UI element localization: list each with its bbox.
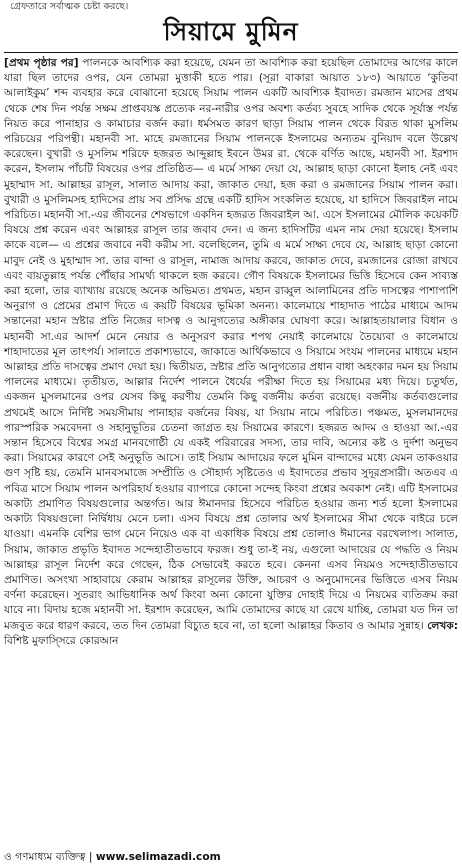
continued-label: [প্রথম পৃষ্ঠার পর] (4, 57, 79, 69)
website-link[interactable]: www.selimazadi.com (95, 851, 221, 863)
article-body-text: পালনকে আবশ্যিক করা হয়েছে, যেমন তা আবশ্যিক করা হয়েছিল তোমাদের আগের কালে যারা ছিল তাদের ওপর, যেন তোমরা মুত্তাকী হতে পার। (সূরা বাকারা আয়াত ১৮৩) আয়াতে ‘কুতিবা আলাইকুম’ শব্দ ব্যবহার করে বোঝানো হয়েছে সিয়াম পালন একটি আবশ্যিক ইবাদত। রমজান মাসের প্রথম থেকে শেষ দিন পর্যন্ত সক্ষম প্রাপ্তবয়স্ক প্রত্যেক নর-নারীর ওপর অবশ্য কর্তব্য সুবহে সাদিক থেকে সূর্যাস্ত পর্যন্ত নিয়ত করে পানাহার ও কামাচার বর্জন করা। ধর্মসমত কারণ ছাড়া সিয়াম পালন থেকে বিরত থাকা মুসলিম পরিচয়ের পরিপন্থী। মহানবী সা. মাহে রমজানের সিয়াম পালনকে ইসলামের অন্যতম বুনিয়াদ বলে উল্লেখ করেছেন। বুখারী ও মুসলিম শরিফে হজরত আব্দুল্লাহ ইবনে উমর রা. থেকে বর্ণিত আছে, মহানবী সা. ইরশাদ করেন, ইসলাম পাঁচটি বিষয়ের ওপর প্রতিষ্ঠিত— এ মর্মে সাক্ষ্য দেয়া যে, আল্লাহ ছাড়া কোনো ইলাহ নেই এবং মুহাম্মাদ সা. আল্লাহর রাসূল, সালাত আদায় করা, জাকাত দেয়া, হজ করা ও রমজানের সিয়াম পালন করা। বুখারী ও মুসলিমসহ হাদিসের প্রায় সব প্রসিদ্ধ গ্রন্থে একটি হাদিস সংকলিত হয়েছে, যা হাদিসে জিবরাইল নামে পরিচিত। মহানবী সা.-এর জীবনের শেষভাগে একদিন হজরত জিবরাইল আ. এসে ইসলামের মৌলিক কয়েকটি বিষয়ে প্রশ্ন করেন এবং আল্লাহর রাসূল তার জবাব দেন। এ জন্য হাদিসটির এমন নাম দেয়া হয়েছে। ইসলাম কাকে বলে— এ প্রশ্নের জবাবে নবী করীম সা. বলেছিলেন, তুমি এ মর্মে সাক্ষ্য দেবে যে, আল্লাহ ছাড়া কোনো মাবুদ নেই ও মুহাম্মাদ সা. তার বান্দা ও রাসূল, নামাজ আদায় করবে, জাকাত দেবে, রমজানের রোজা রাখবে এবং বায়তুল্লাহ পর্যন্ত পৌঁছার সামর্থ্য থাকলে হজ করবে। গৌণ বিষয়কে ইসলামের ভিত্তি হিসেবে কেন সাব্যস্ত করা হলো, তার ব্যাখ্যায় রয়েছে অনেক অভিমত। প্রথমত, মহান রাব্বুল আলামিনের প্রতি দাসত্বের পাশাপাশি অনুরাগ ও প্রেমের প্রমাণ দিতে এ কয়টি বিষয়ের ভূমিকা অনন্য। কালেমায়ে শাহাদাত পাঠের মাধ্যমে আদম সন্তানেরা মহান স্রষ্টার প্রতি নিজের দাসত্ব ও আনুগত্যের অঙ্গীকার ঘোষণা করে। আল্লাহতায়ালার বিধান ও মহানবী সা.এর আদর্শ মেনে নেয়ার ও অনুসরণ করার শপথ নেয়াই কালেমায়ে তৈয়্যেবা ও কালেমায়ে শাহাদাতের মূল তাৎপর্য। সালাতে প্রকাশ্যভাবে, জাকাতে আর্থিকভাবে ও সিয়ামে সংযম পালনের মাধ্যমে মহান আল্লাহর প্রতি দাসত্বের প্রমাণ দেয়া হয়। দ্বিতীয়ত, স্রষ্টার প্রতি আনুগত্যের প্রধান বাধা অহংকার দমন হয় সিয়াম পালনের মাধ্যমে। তৃতীয়ত, আল্লার নির্দেশ পালনে ধৈর্যের পরীক্ষা দিতে হয় সিয়ামের মধ্য দিয়ে। চতুর্থত, একজন মুসলমানের ওপর যেসব কিছু করণীয় তেমনি কিছু বর্জনীয় কর্তব্য রয়েছে। বর্জনীয় কর্তব্যগুলোর প্রথমেই আসে নির্দিষ্ট সময়সীমায় পানাহার বর্জনের বিষয়, যা সিয়াম নামে পরিচিত। পঞ্চমত, মুসলমানদের পারস্পরিক সমবেদনা ও সহানুভূতির চেতনা জাগ্রত হয় সিয়ামের কারণে। হজরত আদম ও হাওয়া আ.-এর সন্তান হিসেবে বিশ্বের সমগ্র মানবগোষ্ঠী যে একই পরিবারের সদস্য, তার দাবি, অন্যের কষ্ট ও দুর্দশা অনুভব করা। সিয়ামের কারণে সেই অনুভূতি আসে। তাই সিয়াম আদায়ের ফলে মুমিন বান্দাদের মধ্যে যেমন তাকওয়ার গুণ সৃষ্টি হয়, তেমনি মানবসমাজে সম্প্রীতি ও সৌহার্দ্য সৃষ্টিতেও এ ইবাদতের প্রভাব সুদূরপ্রসারী। অতএব এ পবিত্র মাসে সিয়াম পালন অপরিহার্য হওয়ার ব্যাপারে কোনো সন্দেহ কিংবা প্রশ্নের অবকাশ নেই। এটি ইসলামের অকাট্য প্রমাণিত বিষয়গুলোর অন্তর্গত। আর ঈমানদার হিসেবে পরিচিত হওয়ার জন্য শর্ত হলো ইসলামের অকাট্য বিষয়গুলো নির্দ্বিধায় মেনে চলা। এসব বিষয়ে প্রশ্ন তোলার অর্থ ইসলামের সীমা থেকে বাইরে চলে যাওয়া। এমনকি বেশির ভাগ মেনে নিয়েও এক বা একাধিক বিষয়ে প্রশ্ন তোলাও ঈমানের বরখেলাপ। সালাত, সিয়াম, জাকাত প্রভৃতি ইবাদত সন্দেহাতীতভাবে ফরজ। শুধু তা-ই নয়, এগুলো আদায়ের যে পদ্ধতি ও নিয়ম আল্লাহর রাসূল নির্দেশ করে গেছেন, ঠিক সেভাবেই করতে হবে। কেননা এসব নিয়মও সন্দেহাতীতভাবে প্রমাণিত। অসংখ্য সাহাবায়ে কেরাম আল্লাহর রাসূলের উক্তি, আচরণ ও অনুমোদনের ভিত্তিতে এসব নিয়ম বর্ণনা করেছেন। সুতরাং আভিধানিক অর্থ কিংবা অন্য কোনো যুক্তির দোহাই দিয়ে এ নিয়মের ব্যতিক্রম করা যাবে না। বিদায় হজে মহানবী সা. ইরশাদ করেছেন, আমি তোমাদের কাছে যা রেখে যাচ্ছি, তোমরা যত দিন তা মজবুত করে ধারণ করবে, তত দিন তোমরা বিচ্যুত হবে না, তা হলো আল্লাহর কিতাব ও আমার সুন্নাহ। (4, 57, 458, 632)
footer-text: ও গণমাধ্যম ব্যক্তিত্ব | (4, 851, 96, 863)
article-body (4, 56, 458, 816)
byline-label: লেখক: (427, 619, 458, 632)
article-title: সিয়ামে মুমিন (163, 17, 299, 46)
previous-article-fragment: গ্রেফতারে সর্বাত্মক চেষ্টা করছে। (10, 1, 129, 12)
footer-line (4, 850, 458, 865)
headline-box (4, 14, 458, 53)
byline-text: বিশিষ্ট মুফাস্সিরে কোরআন (4, 634, 119, 647)
article-paragraph (4, 56, 458, 649)
